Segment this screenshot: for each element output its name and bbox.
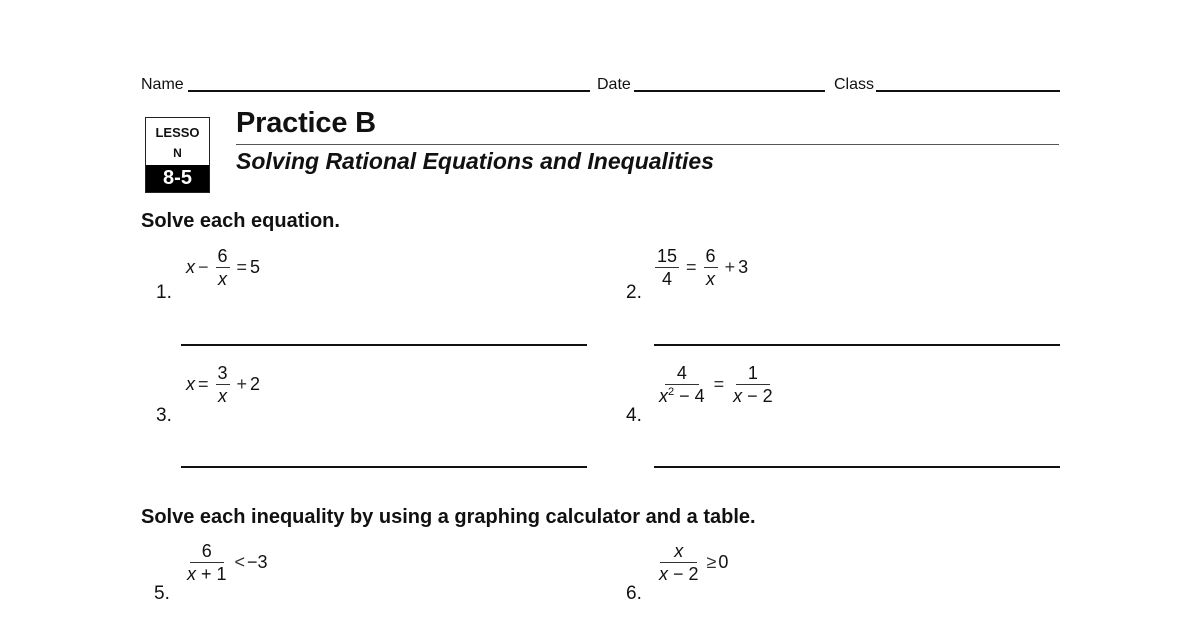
- answer-line-2[interactable]: [654, 344, 1060, 346]
- problem-2-expression: $\frac{15}{4}$ = $\frac{6}{x}$ + 3: [657, 246, 749, 289]
- problem-1-expression: x − $\frac{6}{x}$ = 5: [186, 246, 261, 289]
- name-label: Name: [141, 76, 184, 93]
- lesson-badge: [145, 117, 210, 193]
- problem-5-expression: $\frac{6}{x + 1}$ < −3: [187, 541, 268, 584]
- lesson-badge-word: [146, 118, 209, 166]
- problem-number: 5.: [154, 583, 170, 604]
- fraction: $\frac{6}{x}$: [217, 246, 228, 289]
- section-heading-equations: Solve each equation.: [141, 210, 340, 232]
- problem-number: 6.: [626, 583, 642, 604]
- section-heading-inequalities: Solve each inequality by using a graphing calculator and a table.: [141, 506, 756, 528]
- answer-line-3[interactable]: [181, 466, 587, 468]
- problem-number: 2.: [626, 282, 642, 303]
- fraction: $\frac{15}{4}$: [657, 246, 678, 289]
- lesson-number: 8-5: [146, 165, 209, 192]
- fraction: $\frac{3}{x}$: [217, 363, 228, 406]
- lesson-word-line2: N: [173, 146, 182, 160]
- page-title: Practice B: [236, 107, 376, 139]
- problem-number: 1.: [156, 282, 172, 303]
- problem-4-expression: $\frac{4}{x^2 - 4}$ = $\frac{1}{x - 2}$: [659, 363, 773, 406]
- name-field-line[interactable]: [188, 90, 590, 92]
- problem-number: 3.: [156, 405, 172, 426]
- page-subtitle: Solving Rational Equations and Inequalities: [236, 148, 714, 174]
- problem-3-expression: x = $\frac{3}{x}$ + 2: [186, 363, 261, 406]
- fraction: $\frac{6}{x + 1}$: [187, 541, 227, 584]
- fraction: $\frac{x}{x - 2}$: [659, 541, 699, 584]
- lesson-word-line1: LESSO: [155, 125, 200, 140]
- date-label: Date: [597, 76, 631, 93]
- problem-6-expression: $\frac{x}{x - 2}$ ≥ 0: [659, 541, 729, 584]
- date-field-line[interactable]: [634, 90, 825, 92]
- fraction: $\frac{1}{x - 2}$: [733, 363, 773, 406]
- fraction: $\frac{4}{x^2 - 4}$: [659, 363, 705, 406]
- fraction: $\frac{6}{x}$: [705, 246, 716, 289]
- class-field-line[interactable]: [876, 90, 1060, 92]
- answer-line-4[interactable]: [654, 466, 1060, 468]
- problem-number: 4.: [626, 405, 642, 426]
- title-divider: [236, 144, 1059, 145]
- answer-line-1[interactable]: [181, 344, 587, 346]
- class-label: Class: [834, 76, 875, 93]
